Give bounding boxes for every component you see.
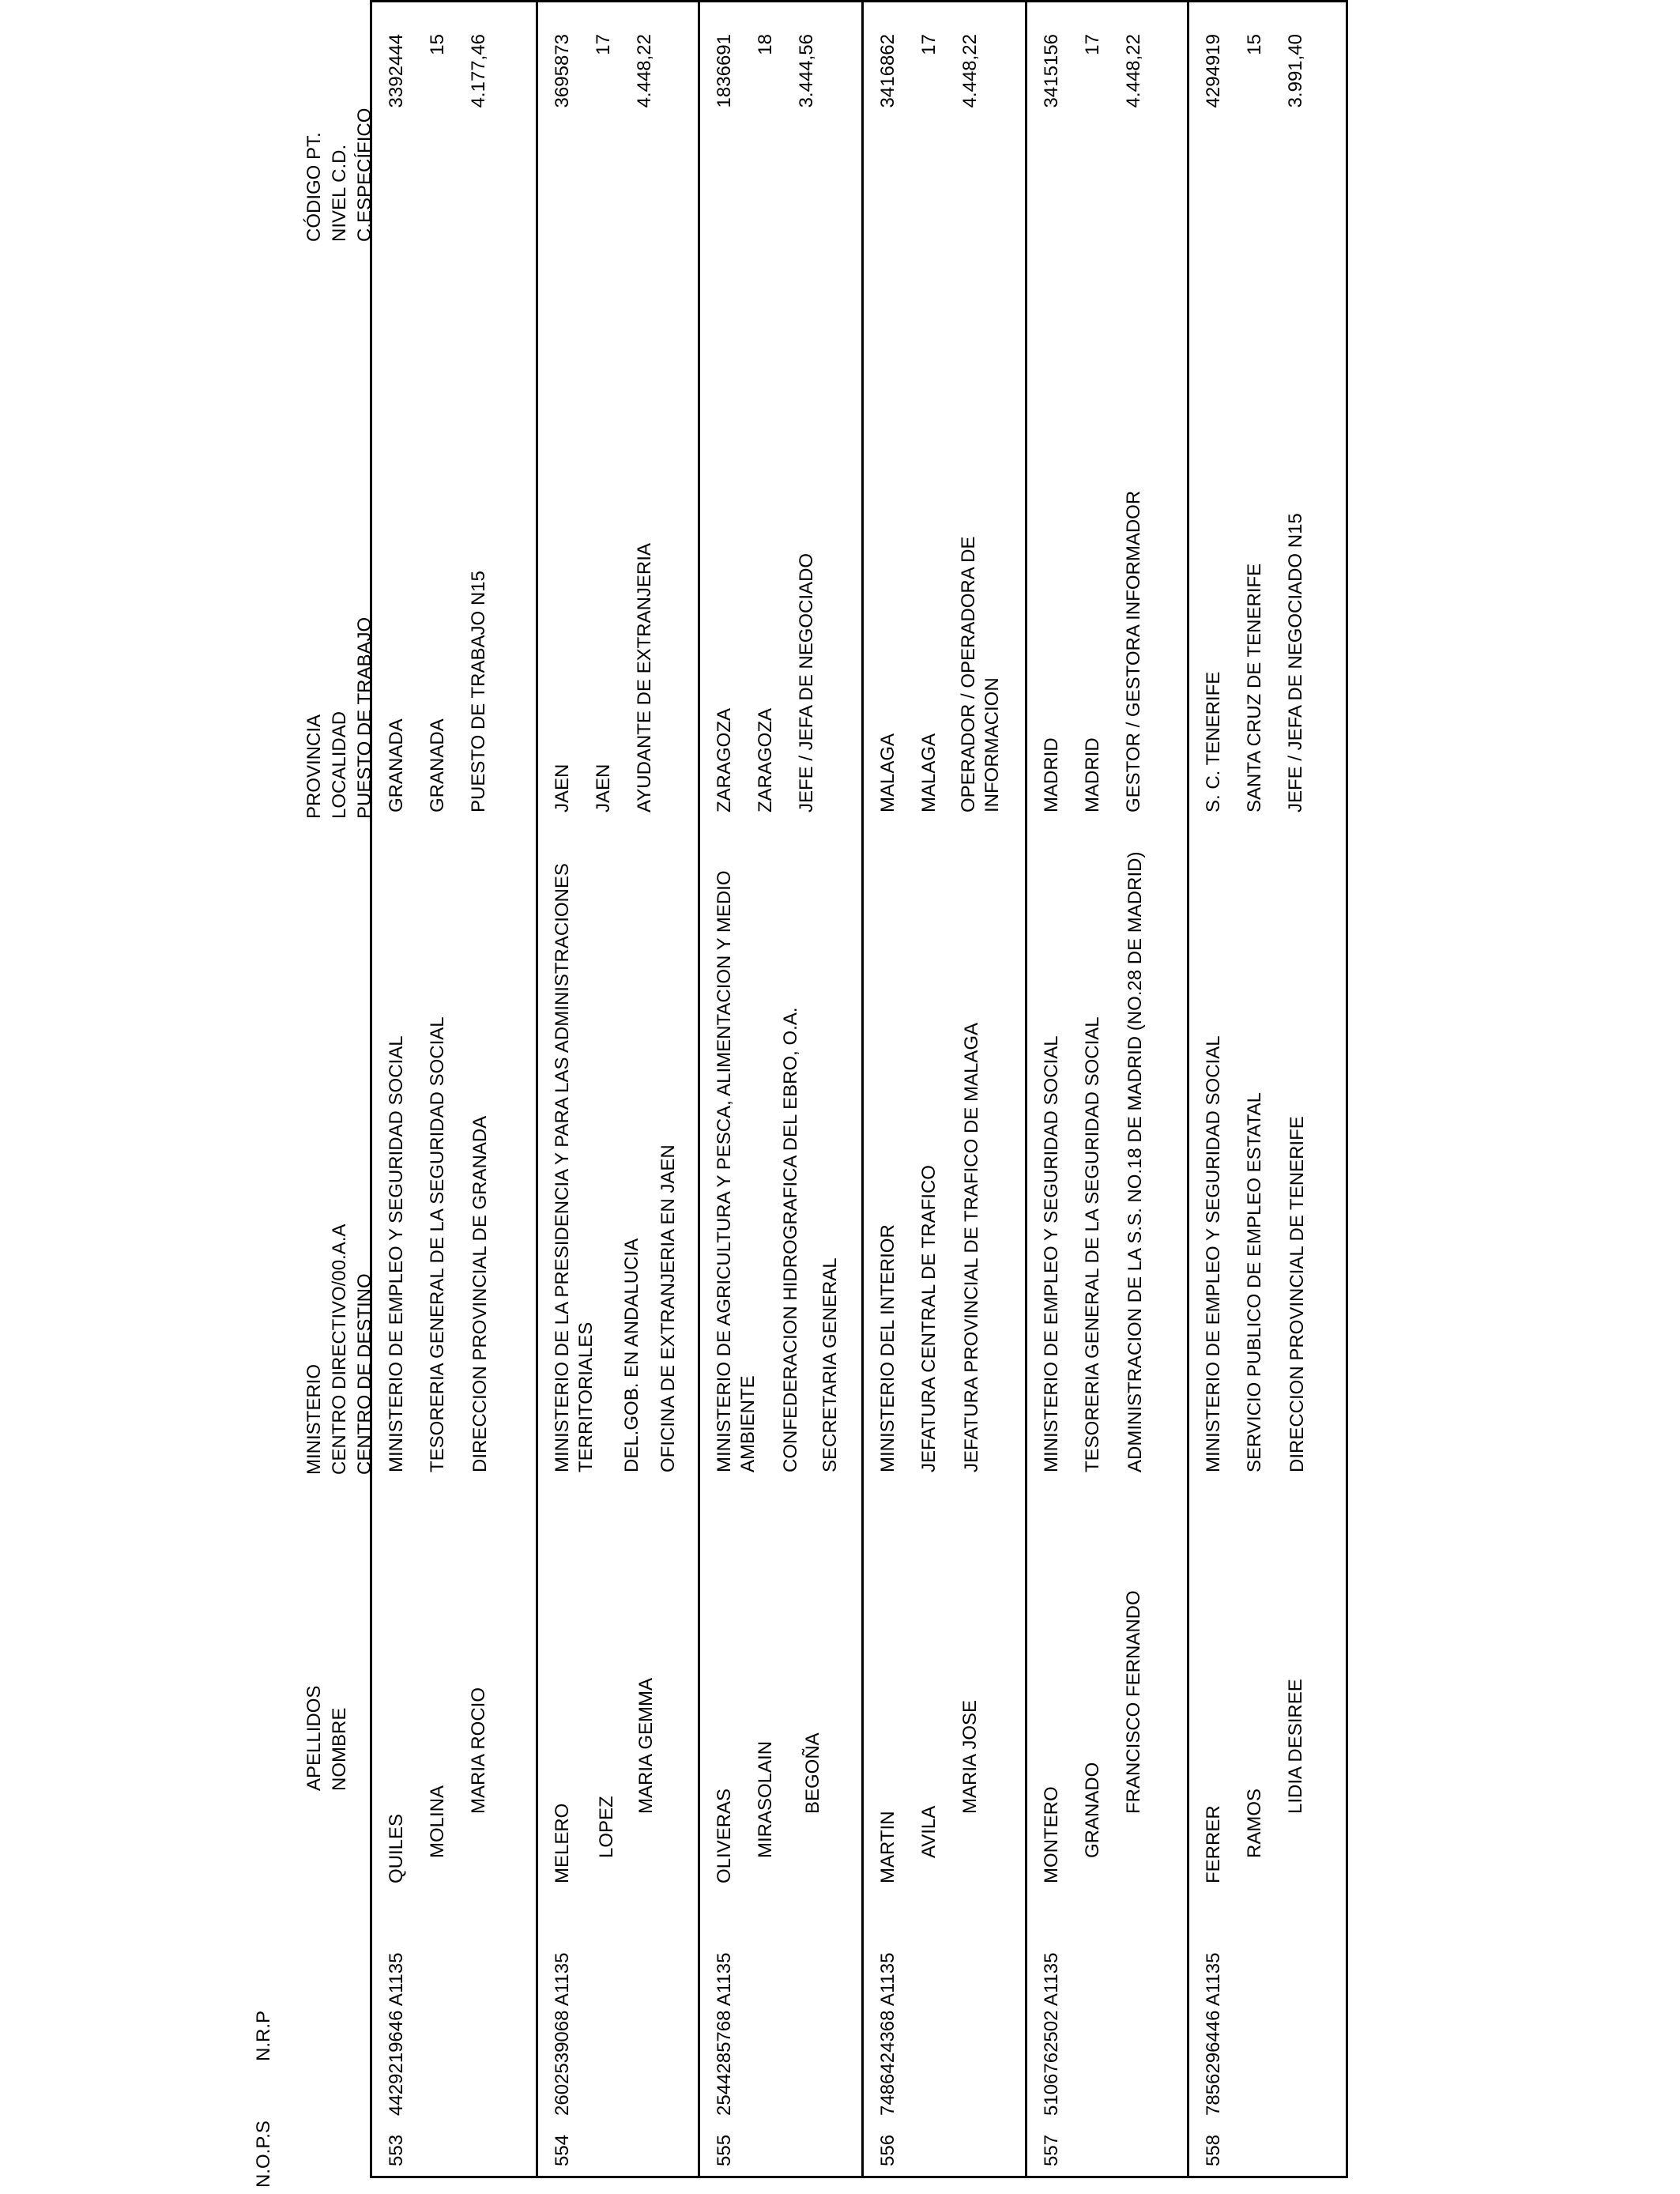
header-nops: N.O.P.S [253,2120,274,2188]
puesto-cell: PUESTO DE TRABAJO N15 [468,571,489,812]
especifico-cell: 4.448,22 [1123,34,1144,108]
nivel-cell: 17 [593,34,614,55]
nrp-cell: 5106762502 A1135 [1041,1952,1062,2116]
centro-destino-cell: OFICINA DE EXTRANJERIA EN JAEN [657,1144,679,1472]
record-group [1025,2,1189,2176]
especifico-cell: 3.991,40 [1285,34,1306,108]
apellido1-cell: FERRER [1203,1805,1224,1883]
nops-cell: 554 [552,2134,573,2166]
apellido1-cell: QUILES [386,1813,407,1883]
puesto-cell: GESTOR / GESTORA INFORMADOR [1123,490,1144,812]
header-provincia: PROVINCIA LOCALIDAD PUESTO DE TRABAJO [303,616,375,819]
localidad-cell: MADRID [1082,737,1103,812]
centro-destino-cell: SECRETARIA GENERAL [819,1257,841,1472]
puesto-cell: JEFE / JEFA DE NEGOCIADO N15 [1285,513,1306,812]
nops-cell: 556 [877,2134,898,2166]
localidad-cell: SANTA CRUZ DE TENERIFE [1244,563,1265,812]
especifico-cell: 4.448,22 [959,34,981,108]
ministerio-cell: MINISTERIO DE EMPLEO Y SEGURIDAD SOCIAL [1203,1035,1224,1472]
nivel-cell: 18 [755,34,776,55]
header-ministerio: MINISTERIO CENTRO DIRECTIVO/00.A.A CENTRO DE DESTINO [303,1223,375,1475]
nrp-cell: 4429219646 A1135 [386,1952,407,2116]
nops-cell: 555 [714,2134,735,2166]
puesto-cell: OPERADOR / OPERADORA DE INFORMACION [958,536,1003,812]
codigo-cell: 3695873 [552,34,573,108]
nops-cell: 557 [1041,2134,1062,2166]
centro-destino-cell: ADMINISTRACION DE LA S.S. NO.18 DE MADRID (NO.28 DE MADRID) [1124,851,1146,1472]
apellido2-cell: LOPEZ [596,1796,617,1858]
centro-directivo-cell: JEFATURA CENTRAL DE TRAFICO [918,1165,940,1472]
codigo-cell: 4294919 [1203,34,1224,108]
codigo-cell: 3415156 [1041,34,1062,108]
nrp-cell: 2544285768 A1135 [714,1952,735,2116]
header-nrp: N.R.P [253,2010,274,2061]
nops-cell: 558 [1203,2134,1224,2166]
record-group [861,2,1027,2176]
puesto-cell: AYUDANTE DE EXTRANJERIA [634,543,655,812]
centro-directivo-cell: TESORERIA GENERAL DE LA SEGURIDAD SOCIAL [1082,1016,1103,1472]
provincia-cell: ZARAGOZA [714,707,735,812]
apellido2-cell: AVILA [918,1805,940,1858]
nrp-cell: 7486424368 A1135 [877,1952,898,2116]
codigo-cell: 3392444 [386,34,407,108]
nombre-cell: MARIA ROCIO [468,1687,489,1814]
codigo-cell: 3416862 [877,34,898,108]
record-group [698,2,864,2176]
apellido1-cell: MARTIN [877,1811,898,1883]
apellido1-cell: MELERO [552,1803,573,1883]
provincia-cell: MALAGA [877,733,898,812]
especifico-cell: 3.444,56 [796,34,817,108]
ministerio-cell: MINISTERIO DE AGRICULTURA Y PESCA, ALIMENTACION Y MEDIO AMBIENTE [714,870,759,1472]
records-table [370,0,1348,2178]
provincia-cell: S. C. TENERIFE [1203,671,1224,812]
ministerio-cell: MINISTERIO DE LA PRESIDENCIA Y PARA LAS ADMINISTRACIONES TERRITORIALES [552,863,597,1472]
provincia-cell: MADRID [1041,737,1062,812]
localidad-cell: GRANADA [427,718,448,812]
apellido1-cell: MONTERO [1041,1786,1062,1883]
especifico-cell: 4.448,22 [634,34,655,108]
nombre-cell: MARIA JOSE [959,1699,981,1814]
codigo-cell: 1836691 [714,34,735,108]
centro-directivo-cell: CONFEDERACION HIDROGRAFICA DEL EBRO, O.A. [780,1007,801,1472]
record-group [372,2,536,2176]
ministerio-cell: MINISTERIO DE EMPLEO Y SEGURIDAD SOCIAL [386,1035,407,1472]
centro-directivo-cell: DEL.GOB. EN ANDALUCIA [621,1238,642,1472]
provincia-cell: GRANADA [386,718,407,812]
provincia-cell: JAEN [552,763,573,812]
header-codigo: CÓDIGO PT. NIVEL C.D. C.ESPECÍFICO [303,107,375,242]
nops-cell: 553 [386,2134,407,2166]
nombre-cell: MARIA GEMMA [635,1677,657,1814]
nivel-cell: 17 [1082,34,1103,55]
record-group [536,2,700,2176]
apellido2-cell: MIRASOLAIN [755,1740,776,1858]
centro-destino-cell: DIRECCION PROVINCIAL DE TENERIFE [1286,1116,1308,1472]
record-group [1187,2,1350,2176]
ministerio-cell: MINISTERIO DEL INTERIOR [877,1224,898,1472]
localidad-cell: MALAGA [918,733,940,812]
nivel-cell: 15 [1244,34,1265,55]
puesto-cell: JEFE / JEFA DE NEGOCIADO [796,552,817,812]
apellido2-cell: GRANADO [1082,1762,1103,1858]
nombre-cell: FRANCISCO FERNANDO [1123,1590,1144,1814]
nrp-cell: 2602539068 A1135 [552,1952,573,2116]
especifico-cell: 4.177,46 [468,34,489,108]
ministerio-cell: MINISTERIO DE EMPLEO Y SEGURIDAD SOCIAL [1041,1035,1062,1472]
centro-destino-cell: JEFATURA PROVINCIAL DE TRAFICO DE MALAGA [961,1022,982,1472]
apellido1-cell: OLIVERAS [714,1788,735,1883]
header-apellidos: APELLIDOS NOMBRE [303,1685,350,1791]
localidad-cell: JAEN [593,763,614,812]
nrp-cell: 7856296446 A1135 [1203,1952,1224,2116]
nombre-cell: BEGOÑA [802,1732,823,1814]
localidad-cell: ZARAGOZA [755,707,776,812]
nombre-cell: LIDIA DESIREE [1285,1679,1306,1814]
centro-directivo-cell: SERVICIO PUBLICO DE EMPLEO ESTATAL [1244,1091,1265,1472]
centro-directivo-cell: TESORERIA GENERAL DE LA SEGURIDAD SOCIAL [427,1016,448,1472]
nivel-cell: 17 [918,34,940,55]
centro-destino-cell: DIRECCION PROVINCIAL DE GRANADA [469,1115,491,1472]
nivel-cell: 15 [427,34,448,55]
apellido2-cell: MOLINA [427,1785,448,1858]
apellido2-cell: RAMOS [1244,1788,1265,1858]
